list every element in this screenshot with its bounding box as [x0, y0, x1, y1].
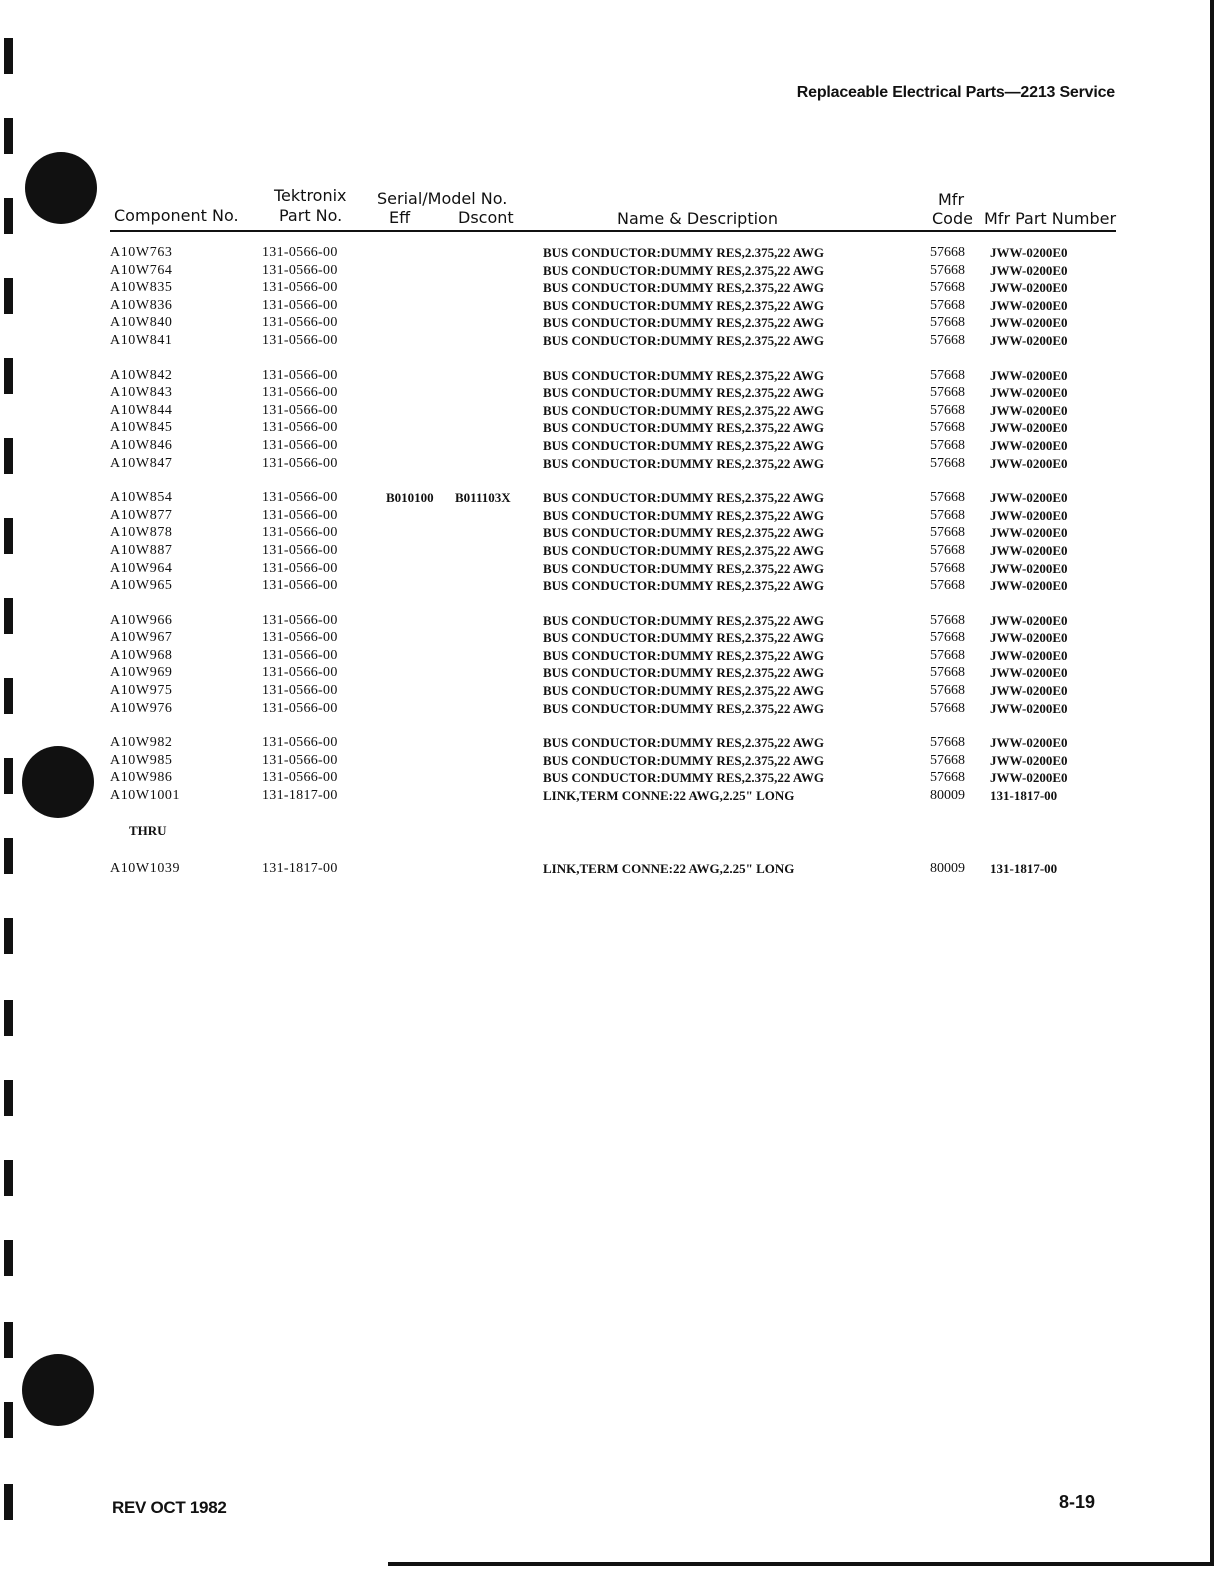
- component-no: A10W836: [110, 297, 173, 313]
- component-no: A10W854: [110, 490, 173, 506]
- table-row: [0, 629, 1227, 647]
- part-no: 131-0566-00: [262, 490, 338, 506]
- table-row: [0, 297, 1227, 315]
- binder-mark: [4, 198, 13, 234]
- table-row: [0, 682, 1227, 700]
- mfr-code: 57668: [930, 402, 965, 418]
- binder-mark: [4, 1402, 13, 1438]
- description: BUS CONDUCTOR:DUMMY RES,2.375,22 AWG: [543, 560, 824, 576]
- component-no: A10W964: [110, 560, 173, 576]
- mfr-code: 57668: [930, 420, 965, 436]
- mfr-code: 57668: [930, 647, 965, 663]
- header-divider: [110, 230, 1116, 232]
- mfr-part-number: JWW-0200E0: [990, 770, 1068, 786]
- revision-date: REV OCT 1982: [112, 1498, 227, 1517]
- part-no: 131-0566-00: [262, 315, 338, 331]
- thru-label: THRU: [129, 822, 167, 838]
- description: BUS CONDUCTOR:DUMMY RES,2.375,22 AWG: [543, 367, 824, 383]
- description: BUS CONDUCTOR:DUMMY RES,2.375,22 AWG: [543, 752, 824, 768]
- mfr-part-number: JWW-0200E0: [990, 630, 1068, 646]
- mfr-code: 57668: [930, 507, 965, 523]
- table-row: [0, 647, 1227, 665]
- description: BUS CONDUCTOR:DUMMY RES,2.375,22 AWG: [543, 665, 824, 681]
- mfr-code: 57668: [930, 245, 965, 260]
- component-no: A10W764: [110, 262, 173, 278]
- component-no: A10W986: [110, 770, 173, 786]
- mfr-part-number: JWW-0200E0: [990, 315, 1068, 331]
- part-no: 131-0566-00: [262, 735, 338, 751]
- table-row: [0, 314, 1227, 332]
- mfr-part-number: JWW-0200E0: [990, 385, 1068, 401]
- mfr-code: 80009: [930, 788, 965, 804]
- part-no: 131-0566-00: [262, 262, 338, 278]
- description: BUS CONDUCTOR:DUMMY RES,2.375,22 AWG: [543, 420, 824, 436]
- description: BUS CONDUCTOR:DUMMY RES,2.375,22 AWG: [543, 630, 824, 646]
- part-no: 131-1817-00: [262, 860, 338, 876]
- component-no: A10W877: [110, 507, 173, 523]
- table-row: [0, 577, 1227, 595]
- mfr-code: 57668: [930, 332, 965, 348]
- table-row: [0, 700, 1227, 718]
- mfr-part-number: 131-1817-00: [990, 860, 1058, 876]
- part-no: 131-0566-00: [262, 542, 338, 558]
- mfr-part-number: JWW-0200E0: [990, 507, 1068, 523]
- description: BUS CONDUCTOR:DUMMY RES,2.375,22 AWG: [543, 647, 824, 663]
- binder-mark: [4, 1080, 13, 1116]
- description: BUS CONDUCTOR:DUMMY RES,2.375,22 AWG: [543, 297, 824, 313]
- part-no: 131-0566-00: [262, 683, 338, 699]
- component-no: A10W967: [110, 630, 173, 646]
- mfr-code: 57668: [930, 735, 965, 751]
- table-row: [0, 787, 1227, 805]
- table-row: [0, 489, 1227, 507]
- mfr-part-number: JWW-0200E0: [990, 752, 1068, 768]
- mfr-part-number: JWW-0200E0: [990, 735, 1068, 751]
- binder-mark: [4, 38, 13, 74]
- page-header: Replaceable Electrical Parts—2213 Service: [796, 84, 1115, 101]
- table-row: [0, 860, 1227, 878]
- description: BUS CONDUCTOR:DUMMY RES,2.375,22 AWG: [543, 612, 824, 628]
- description: BUS CONDUCTOR:DUMMY RES,2.375,22 AWG: [543, 700, 824, 716]
- description: LINK,TERM CONNE:22 AWG,2.25" LONG: [543, 788, 795, 804]
- part-no: 131-0566-00: [262, 612, 338, 628]
- mfr-part-number: JWW-0200E0: [990, 612, 1068, 628]
- mfr-part-number: JWW-0200E0: [990, 262, 1068, 278]
- mfr-code: 57668: [930, 262, 965, 278]
- component-no: A10W840: [110, 315, 173, 331]
- description: BUS CONDUCTOR:DUMMY RES,2.375,22 AWG: [543, 490, 824, 506]
- mfr-code: 57668: [930, 525, 965, 541]
- mfr-code: 57668: [930, 665, 965, 681]
- binder-mark: [4, 1240, 13, 1276]
- part-no: 131-0566-00: [262, 560, 338, 576]
- component-no: A10W844: [110, 402, 173, 418]
- part-no: 131-0566-00: [262, 297, 338, 313]
- mfr-part-number: JWW-0200E0: [990, 700, 1068, 716]
- part-no: 131-0566-00: [262, 420, 338, 436]
- component-no: A10W846: [110, 437, 173, 453]
- component-no: A10W965: [110, 578, 173, 594]
- component-no: A10W878: [110, 525, 173, 541]
- mfr-code: 57668: [930, 385, 965, 401]
- mfr-part-number: JWW-0200E0: [990, 280, 1068, 296]
- description: BUS CONDUCTOR:DUMMY RES,2.375,22 AWG: [543, 437, 824, 453]
- mfr-code: 57668: [930, 560, 965, 576]
- component-no: A10W835: [110, 280, 173, 296]
- mfr-code: 80009: [930, 860, 965, 876]
- component-no: A10W763: [110, 245, 173, 260]
- table-row: [0, 367, 1227, 385]
- component-no: A10W975: [110, 683, 173, 699]
- page-number: 8-19: [1059, 1492, 1096, 1512]
- binder-mark: [4, 918, 13, 954]
- part-no: 131-0566-00: [262, 245, 338, 260]
- punch-hole: [22, 1354, 94, 1426]
- mfr-part-number: JWW-0200E0: [990, 437, 1068, 453]
- mfr-code: 57668: [930, 683, 965, 699]
- mfr-code: 57668: [930, 612, 965, 628]
- mfr-part-number: JWW-0200E0: [990, 542, 1068, 558]
- col-head-component-no: Component No.: [114, 206, 239, 225]
- mfr-code: 57668: [930, 770, 965, 786]
- binder-mark: [4, 1484, 13, 1520]
- thru-row: [0, 822, 1227, 852]
- table-row: [0, 419, 1227, 437]
- table-row: [0, 542, 1227, 560]
- col-head-name-description: Name & Description: [617, 209, 778, 228]
- component-no: A10W976: [110, 700, 173, 716]
- col-head-serial-model: Serial/Model No.: [377, 189, 508, 208]
- col-head-mfr: Mfr: [938, 190, 965, 209]
- description: BUS CONDUCTOR:DUMMY RES,2.375,22 AWG: [543, 542, 824, 558]
- table-row: [0, 752, 1227, 770]
- punch-hole: [25, 152, 97, 224]
- page-border-bottom: [388, 1562, 1214, 1566]
- table-row: [0, 612, 1227, 630]
- part-no: 131-0566-00: [262, 385, 338, 401]
- table-row: [0, 332, 1227, 350]
- part-no: 131-0566-00: [262, 700, 338, 716]
- component-no: A10W969: [110, 665, 173, 681]
- part-no: 131-0566-00: [262, 665, 338, 681]
- mfr-part-number: JWW-0200E0: [990, 560, 1068, 576]
- description: BUS CONDUCTOR:DUMMY RES,2.375,22 AWG: [543, 245, 824, 260]
- table-row: [0, 384, 1227, 402]
- col-head-eff: Eff: [389, 208, 411, 227]
- col-head-dscont: Dscont: [458, 208, 514, 227]
- col-head-code: Code: [932, 209, 973, 228]
- component-no: A10W841: [110, 332, 173, 348]
- parts-table: [0, 244, 1227, 877]
- mfr-part-number: JWW-0200E0: [990, 420, 1068, 436]
- table-row: [0, 664, 1227, 682]
- part-no: 131-0566-00: [262, 630, 338, 646]
- table-row: [0, 734, 1227, 752]
- serial-dscont: B011103X: [455, 490, 511, 506]
- mfr-part-number: JWW-0200E0: [990, 665, 1068, 681]
- part-no: 131-0566-00: [262, 525, 338, 541]
- mfr-code: 57668: [930, 280, 965, 296]
- part-no: 131-0566-00: [262, 402, 338, 418]
- mfr-code: 57668: [930, 578, 965, 594]
- mfr-code: 57668: [930, 630, 965, 646]
- binder-mark: [4, 1000, 13, 1036]
- part-no: 131-0566-00: [262, 578, 338, 594]
- component-no: A10W843: [110, 385, 173, 401]
- part-no: 131-0566-00: [262, 332, 338, 348]
- mfr-part-number: JWW-0200E0: [990, 402, 1068, 418]
- mfr-code: 57668: [930, 367, 965, 383]
- description: BUS CONDUCTOR:DUMMY RES,2.375,22 AWG: [543, 735, 824, 751]
- mfr-code: 57668: [930, 437, 965, 453]
- description: LINK,TERM CONNE:22 AWG,2.25" LONG: [543, 860, 795, 876]
- table-row: [0, 769, 1227, 787]
- part-no: 131-0566-00: [262, 437, 338, 453]
- component-no: A10W985: [110, 752, 173, 768]
- mfr-part-number: JWW-0200E0: [990, 525, 1068, 541]
- description: BUS CONDUCTOR:DUMMY RES,2.375,22 AWG: [543, 683, 824, 699]
- table-row: [0, 279, 1227, 297]
- component-no: A10W1001: [110, 788, 181, 804]
- col-head-mfr-part-number: Mfr Part Number: [984, 209, 1117, 228]
- mfr-part-number: JWW-0200E0: [990, 245, 1068, 260]
- mfr-part-number: JWW-0200E0: [990, 455, 1068, 471]
- component-no: A10W966: [110, 612, 173, 628]
- part-no: 131-0566-00: [262, 507, 338, 523]
- table-row: [0, 455, 1227, 473]
- table-row: [0, 524, 1227, 542]
- mfr-part-number: 131-1817-00: [990, 788, 1058, 804]
- part-no: 131-0566-00: [262, 647, 338, 663]
- part-no: 131-0566-00: [262, 367, 338, 383]
- mfr-part-number: JWW-0200E0: [990, 367, 1068, 383]
- description: BUS CONDUCTOR:DUMMY RES,2.375,22 AWG: [543, 332, 824, 348]
- description: BUS CONDUCTOR:DUMMY RES,2.375,22 AWG: [543, 770, 824, 786]
- description: BUS CONDUCTOR:DUMMY RES,2.375,22 AWG: [543, 507, 824, 523]
- description: BUS CONDUCTOR:DUMMY RES,2.375,22 AWG: [543, 385, 824, 401]
- description: BUS CONDUCTOR:DUMMY RES,2.375,22 AWG: [543, 525, 824, 541]
- mfr-code: 57668: [930, 700, 965, 716]
- table-row: [0, 262, 1227, 280]
- binder-mark: [4, 1160, 13, 1196]
- table-row: [0, 402, 1227, 420]
- mfr-part-number: JWW-0200E0: [990, 647, 1068, 663]
- component-no: A10W968: [110, 647, 173, 663]
- mfr-code: 57668: [930, 315, 965, 331]
- binder-mark: [4, 118, 13, 154]
- table-row: [0, 437, 1227, 455]
- component-no: A10W847: [110, 455, 173, 471]
- mfr-part-number: JWW-0200E0: [990, 683, 1068, 699]
- mfr-code: 57668: [930, 752, 965, 768]
- mfr-part-number: JWW-0200E0: [990, 578, 1068, 594]
- mfr-code: 57668: [930, 490, 965, 506]
- mfr-part-number: JWW-0200E0: [990, 297, 1068, 313]
- description: BUS CONDUCTOR:DUMMY RES,2.375,22 AWG: [543, 280, 824, 296]
- component-no: A10W845: [110, 420, 173, 436]
- component-no: A10W1039: [110, 860, 181, 876]
- description: BUS CONDUCTOR:DUMMY RES,2.375,22 AWG: [543, 455, 824, 471]
- part-no: 131-0566-00: [262, 455, 338, 471]
- description: BUS CONDUCTOR:DUMMY RES,2.375,22 AWG: [543, 402, 824, 418]
- mfr-part-number: JWW-0200E0: [990, 490, 1068, 506]
- mfr-part-number: JWW-0200E0: [990, 332, 1068, 348]
- serial-eff: B010100: [386, 490, 434, 506]
- part-no: 131-0566-00: [262, 280, 338, 296]
- table-row: [0, 507, 1227, 525]
- description: BUS CONDUCTOR:DUMMY RES,2.375,22 AWG: [543, 315, 824, 331]
- table-row: [0, 244, 1227, 262]
- part-no: 131-0566-00: [262, 770, 338, 786]
- part-no: 131-0566-00: [262, 752, 338, 768]
- component-no: A10W887: [110, 542, 173, 558]
- mfr-code: 57668: [930, 542, 965, 558]
- table-row: [0, 560, 1227, 578]
- part-no: 131-1817-00: [262, 788, 338, 804]
- binder-mark: [4, 1322, 13, 1358]
- description: BUS CONDUCTOR:DUMMY RES,2.375,22 AWG: [543, 262, 824, 278]
- col-head-part-no: Part No.: [279, 206, 343, 225]
- description: BUS CONDUCTOR:DUMMY RES,2.375,22 AWG: [543, 578, 824, 594]
- component-no: A10W982: [110, 735, 173, 751]
- col-head-tektronix: Tektronix: [274, 186, 347, 205]
- mfr-code: 57668: [930, 455, 965, 471]
- mfr-code: 57668: [930, 297, 965, 313]
- component-no: A10W842: [110, 367, 173, 383]
